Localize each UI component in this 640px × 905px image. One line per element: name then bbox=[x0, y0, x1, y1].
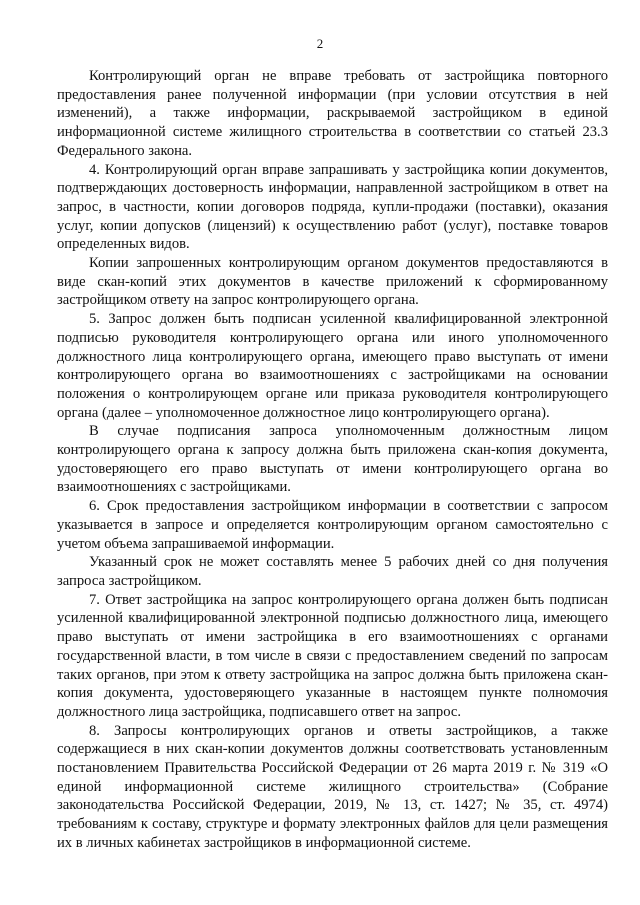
paragraph-scan-copies: Копии запрошенных контролирующим органом документов предоставляются в виде скан-копий этих документов в качестве приложений к сформированному застройщиком ответу на запрос контролирующего органа. bbox=[57, 255, 608, 309]
paragraph-authorized-official: В случае подписания запроса уполномоченным должностным лицом контролирующего органа к запросу должна быть приложена скан-копия документа, удостоверяющего его право выступать от имени контролирующего органа во взаимоотношениях с застройщиками. bbox=[57, 423, 608, 496]
document-body bbox=[57, 67, 608, 853]
paragraph-item-4: 4. Контролирующий орган вправе запрашивать у застройщика копии документов, подтверждающих достоверность информации, направленной застройщиком в ответ на запрос, в частности, копии договоров подряда, купли-продажи (поставки), оказания услуг, копии допусков (лицензий) к осуществлению работ (услуг), поставке товаров определенных видов. bbox=[57, 161, 608, 253]
paragraph-item-8: 8. Запросы контролирующих органов и ответы застройщиков, а также содержащиеся в них скан-копии документов должны соответствовать установленным постановлением Правительства Российской Федерации от 26 марта 2019 г. № 319 «О единой информационной системе жилищного строительства» (Собрание законодательства Российской Федерации, 2019, № 13, ст. 1427; № 35, ст. 4974) требованиям к составу, структуре и формату электронных файлов для цели размещения их в личных кабинетах застройщиков в информационной системе. bbox=[57, 722, 608, 851]
paragraph-item-5: 5. Запрос должен быть подписан усиленной квалифицированной электронной подписью руководителя контролирующего органа или иного уполномоченного должностного лица контролирующего органа, имеющего право выступать от имени контролирующего органа во взаимоотношениях с застройщиками на основании положения о контролирующем органе или приказа руководителя контролирующего органа (далее – уполномоченное должностное лицо контролирующего органа). bbox=[57, 311, 608, 421]
paragraph-item-7: 7. Ответ застройщика на запрос контролирующего органа должен быть подписан усиленной квалифицированной электронной подписью должностного лица, имеющего право выступать от имени застройщика в его взаимоотношениях с органами государственной власти, в том числе в связи с предоставлением сведений по запросам таких органов, при этом к ответу застройщика на запрос должна быть приложена скан-копия документа, удостоверяющего указанные в настоящем пункте полномочия должностного лица застройщика, подписавшего ответ на запрос. bbox=[57, 591, 608, 720]
paragraph-restriction: Контролирующий орган не вправе требовать от застройщика повторного предоставления ранее полученной информации (при условии отсутствия в ней изменений), а также информации, раскрываемой застройщиком в единой информационной системе жилищного строительства в соответствии со статьей 23.3 Федерального закона. bbox=[57, 68, 608, 159]
page-number: 2 bbox=[316, 36, 324, 51]
paragraph-deadline: Указанный срок не может составлять менее 5 рабочих дней со дня получения запроса застройщиком. bbox=[57, 554, 608, 589]
paragraph-item-6: 6. Срок предоставления застройщиком информации в соответствии с запросом указывается в запросе и определяется контролирующим органом самостоятельно с учетом объема запрашиваемой информации. bbox=[57, 498, 608, 552]
